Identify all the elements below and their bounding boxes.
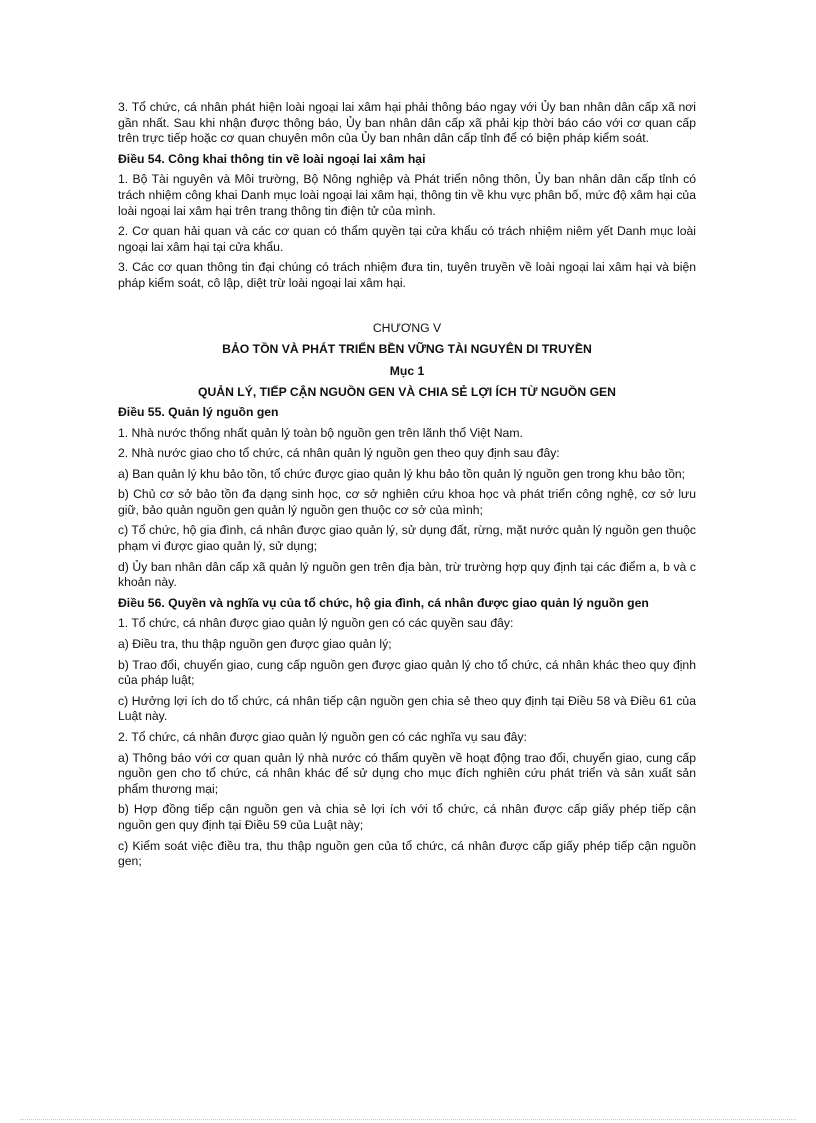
dieu-54-khoan-2: 2. Cơ quan hải quan và các cơ quan có thẩm quyền tại cửa khẩu có trách nhiệm niêm yết Danh mục loài ngoại lai xâm hại tại cửa khẩu. [118,224,696,254]
dieu-55-diem-d: d) Ủy ban nhân dân cấp xã quản lý nguồn gen trên địa bàn, trừ trường hợp quy định tại các điểm a, b và c khoản này. [118,559,696,590]
dieu-54-khoan-1: 1. Bộ Tài nguyên và Môi trường, Bộ Nông nghiệp và Phát triển nông thôn, Ủy ban nhân dân cấp tỉnh có trách nhiệm công khai Danh mục loài ngoại lai xâm hại, thông tin về khu vực phân bố, mức độ xâm hại của loài ngoại lai xâm hại trên trang thông tin điện tử của mình. [118,172,696,218]
document-page [118,100,696,875]
dieu-56-k1-diem-b: b) Trao đổi, chuyển giao, cung cấp nguồn gen được giao quản lý cho tổ chức, cá nhân khác theo quy định của pháp luật; [118,657,696,688]
dieu-54-heading: Điều 54. Công khai thông tin về loài ngoại lai xâm hại [118,151,426,166]
section-spacer [118,297,696,321]
dieu-56-khoan-1: 1. Tổ chức, cá nhân được giao quản lý nguồn gen có các quyền sau đây: [118,616,514,631]
page-bottom-divider [20,1119,796,1120]
dieu-56-khoan-2: 2. Tổ chức, cá nhân được giao quản lý nguồn gen có các nghĩa vụ sau đây: [118,730,527,744]
dieu-56-k1-diem-c: c) Hưởng lợi ích do tổ chức, cá nhân tiếp cận nguồn gen chia sẻ theo quy định tại Điều 58 và Điều 61 của Luật này. [118,693,696,724]
dieu-55-khoan-2: 2. Nhà nước giao cho tổ chức, cá nhân quản lý nguồn gen theo quy định sau đây: [118,446,560,461]
dieu-56-k2-diem-b: b) Hợp đồng tiếp cận nguồn gen và chia sẻ lợi ích với tổ chức, cá nhân được cấp giấy phép tiếp cận nguồn gen quy định tại Điều 59 của Luật này; [118,802,696,832]
dieu-56-k1-diem-a: a) Điều tra, thu thập nguồn gen được giao quản lý; [118,637,392,652]
dieu-55-diem-c: c) Tổ chức, hộ gia đình, cá nhân được giao quản lý, sử dụng đất, rừng, mặt nước quản lý nguồn gen thuộc phạm vi được giao quản lý, sử dụng; [118,523,696,554]
chapter-label: CHƯƠNG V [372,320,442,335]
dieu-56-k2-diem-c: c) Kiểm soát việc điều tra, thu thập nguồn gen của tổ chức, cá nhân được cấp giấy phép tiếp cận nguồn gen; [118,838,696,869]
dieu-55-heading: Điều 55. Quản lý nguồn gen [118,404,279,419]
dieu-55-diem-b: b) Chủ cơ sở bảo tồn đa dạng sinh học, cơ sở nghiên cứu khoa học và phát triển công nghệ, cơ sở lưu giữ, bảo quản nguồn gen quản lý nguồn gen thuộc cơ sở của mình; [118,487,696,517]
dieu-56-heading: Điều 56. Quyền và nghĩa vụ của tổ chức, hộ gia đình, cá nhân được giao quản lý nguồn gen [118,595,649,610]
dieu-56-k2-diem-a: a) Thông báo với cơ quan quản lý nhà nước có thẩm quyền về hoạt động trao đổi, chuyển giao, cung cấp nguồn gen cho tổ chức, cá nhân khác để sử dụng cho mục đích nghiên cứu phát triển và sản xuất sản phẩm thương mại; [118,750,696,796]
chapter-title: BẢO TỒN VÀ PHÁT TRIỂN BỀN VỮNG TÀI NGUYÊN DI TRUYỀN [222,342,592,357]
dieu-55-diem-a: a) Ban quản lý khu bảo tồn, tổ chức được giao quản lý khu bảo tồn quản lý nguồn gen trong khu bảo tồn; [118,466,686,481]
section-title: QUẢN LÝ, TIẾP CẬN NGUỒN GEN VÀ CHIA SẺ LỢI ÍCH TỪ NGUỒN GEN [198,385,616,400]
section-label: Mục 1 [389,363,425,378]
dieu-55-khoan-1: 1. Nhà nước thống nhất quản lý toàn bộ nguồn gen trên lãnh thổ Việt Nam. [118,425,523,440]
dieu-53-khoan-3: 3. Tổ chức, cá nhân phát hiện loài ngoại lai xâm hại phải thông báo ngay với Ủy ban nhân dân cấp xã nơi gần nhất. Sau khi nhận được thông báo, Ủy ban nhân dân cấp xã phải kịp thời báo cáo với cơ quan cấp trên trực tiếp hoặc cơ quan chuyên môn của Ủy ban nhân dân cấp tỉnh để có biện pháp kiểm soát. [118,100,696,146]
dieu-54-khoan-3: 3. Các cơ quan thông tin đại chúng có trách nhiệm đưa tin, tuyên truyền về loài ngoại lai xâm hại và biện pháp kiểm soát, cô lập, diệt trừ loài ngoại lai xâm hại. [118,260,696,290]
